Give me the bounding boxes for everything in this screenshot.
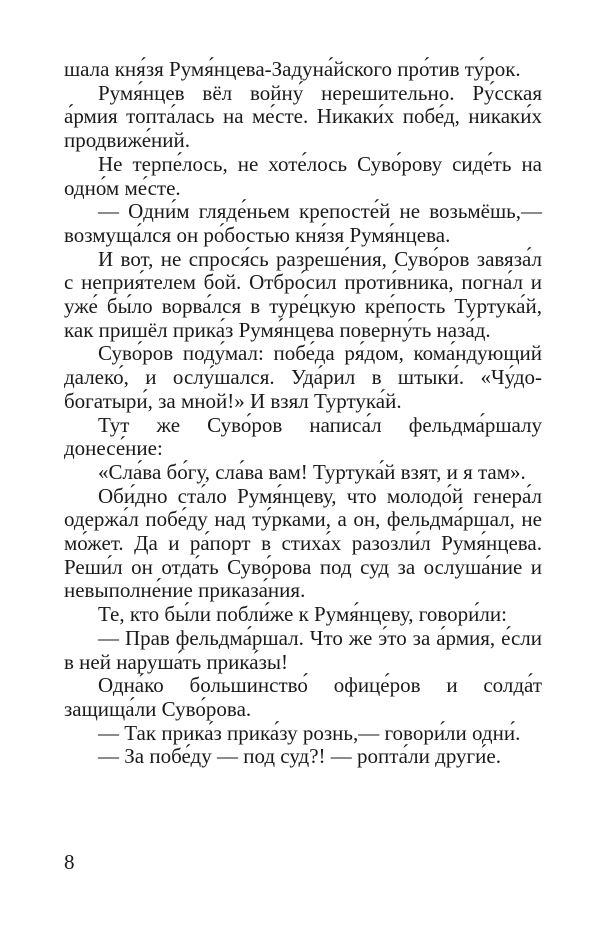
paragraph: Оби́дно ста́ло Румя́нцеву, что молодо́й генера́л одержа́л побе́ду над ту́рками, а он, фельдма́ршал, не мо́жет. Да и ра́порт в стиха́х разозли́л Румя́нцева. Реши́л он отда́ть Суво́рова под суд за ослуша́ние и невыполне́ние приказа́ния. — [64, 483, 542, 603]
dialogue-line: — Одни́м гляде́ньем крепосте́й не возьмёшь,— возмуща́лся он ро́бостью кня́зя Румя́нцева. — [64, 199, 542, 247]
body-text — [64, 58, 542, 769]
paragraph: Не терпе́лось, не хоте́лось Суво́рову сиде́ть на одно́м ме́сте. — [64, 151, 542, 200]
paragraph: Те, кто бы́ли побли́же к Румя́нцеву, говори́ли: — [98, 602, 507, 627]
paragraph: Суво́ров поду́мал: побе́да ря́дом, кома́ндующий далеко́, и ослу́шался. Уда́рил в штыки́. «Чу́до-богатыри́, за мной!» И взял Туртука́й. — [64, 341, 542, 413]
paragraph: И вот, не спрося́сь разреше́ния, Суво́ров завяза́л с неприя́телем бой. Отбро́сил проти́вника, погна́л и уже́ бы́ло ворва́лся в туре́цкую кре́пость Туртука́й, как пришёл прика́з Румя́нцева поверну́ть наза́д. — [64, 246, 542, 342]
page-number: 8 — [64, 850, 75, 874]
paragraph: Тут же Суво́ров написа́л фельдма́ршалу донесе́ние: — [64, 412, 542, 461]
dialogue-line: — Так прика́з прика́зу рознь,— говори́ли одни́. — [98, 720, 521, 745]
dialogue-line: — Прав фельдма́ршал. Что же э́то за а́рмия, е́сли в ней наруша́ть прика́зы! — [64, 625, 542, 674]
paragraph: Одна́ко большинство́ офице́ров и солда́т защища́ли Суво́рова. — [64, 673, 542, 721]
paragraph: Румя́нцев вёл войну́ нерешительно. Ру́сская а́рмия топта́лась на ме́сте. Никаки́х побе́д, никаки́х продвиже́ний. — [64, 80, 542, 153]
paragraph-continuation: шала кня́зя Румя́нцева-Задуна́йского про́тив ту́рок. — [64, 57, 521, 81]
quote-report: «Сла́ва бо́гу, сла́ва вам! Туртука́й взят, и я там». — [98, 459, 526, 484]
dialogue-line: — За побе́ду — под суд?! — ропта́ли други́е. — [98, 744, 501, 769]
